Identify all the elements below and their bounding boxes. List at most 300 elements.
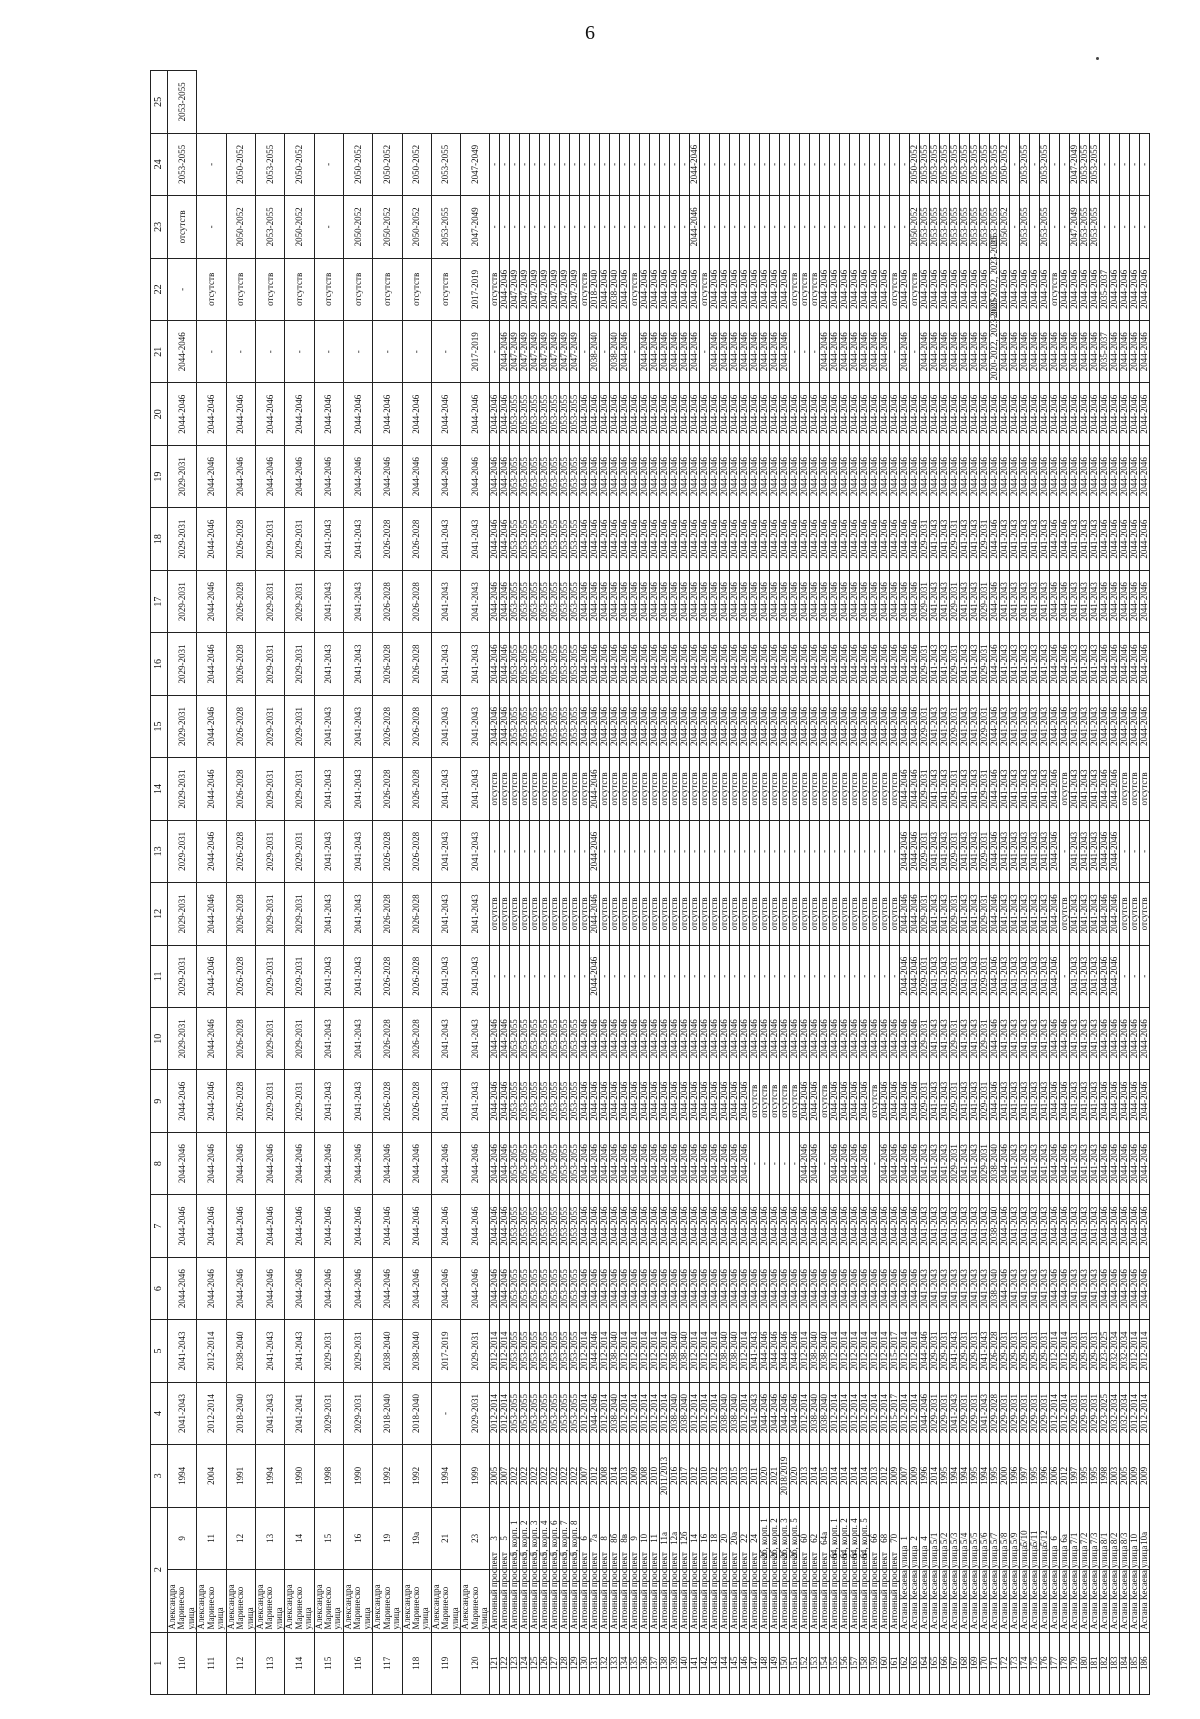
table-cell: 2044-2046 [880,258,890,320]
table-cell: 2044-2046 [343,1132,372,1194]
table-row [255,71,284,1695]
table-cell: 2044-2046 [890,1257,900,1319]
table-cell: 2053-2055 [1080,133,1090,195]
table-cell: 2053-2055 [530,508,540,570]
table-cell: 2053-2055 [550,633,560,695]
table-cell: 2044-2046 [700,570,710,632]
house-number-cell: 7/1 [1070,1507,1080,1569]
table-cell: 2038-2040 [610,258,620,320]
table-cell: 2041-2043 [1040,883,1050,945]
table-cell: 2053-2055 [560,1132,570,1194]
row-number-cell: 144 [720,1632,730,1694]
table-cell: 2053-2055 [980,196,990,258]
table-cell: 2044-2046 [840,445,850,507]
table-cell: 2041-2043 [314,695,343,757]
column-number-10: 10 [151,1008,168,1070]
table-cell: 2044-2046 [255,1195,284,1257]
table-cell: 2044-2046 [790,1008,800,1070]
table-cell: 2014 [860,1445,870,1507]
table-cell: 2053-2055 [510,695,520,757]
column-number-3: 3 [151,1445,168,1507]
table-row [461,71,490,1695]
table-cell: 2044-2046 [610,1132,620,1194]
table-cell: 2041-2043 [255,1320,284,1382]
table-cell: отсутств [168,196,197,258]
table-cell: 2044-2046 [660,570,670,632]
table-cell: 2041-2043 [940,570,950,632]
table-cell: отсутств [1050,258,1060,320]
column-number-16: 16 [151,633,168,695]
table-row [680,71,690,1695]
table-cell: 2029-2031 [1000,1382,1010,1444]
table-cell: 2029-2031 [980,1070,990,1132]
table-cell: 2029-2031 [980,820,990,882]
table-cell: отсутств [700,758,710,820]
table-cell: - [710,196,720,258]
table-cell: - [800,945,810,1007]
table-cell: 1997 [1070,1445,1080,1507]
table-cell: 2044-2046 [1050,383,1060,445]
table-cell: 2044-2046 [1110,758,1120,820]
table-cell: - [860,945,870,1007]
table-row [810,71,820,1695]
table-cell: отсутств [530,758,540,820]
table-cell: 2044-2046 [700,508,710,570]
table-cell: - [630,820,640,882]
table-cell: 2041-2043 [1030,1008,1040,1070]
table-cell: 2013 [800,1445,810,1507]
house-number-cell: 8/3 [1120,1507,1130,1569]
table-cell: 2044-2046 [590,883,600,945]
table-row [980,71,990,1695]
table-cell: 2044-2046 [900,1070,910,1132]
row-number-cell: 131 [590,1632,600,1694]
table-cell: - [800,133,810,195]
table-cell: 2044-2046 [850,695,860,757]
table-cell: 2044-2046 [1080,258,1090,320]
table-cell: 2044-2046 [1130,1132,1140,1194]
table-cell: 2044-2046 [690,133,700,195]
table-cell: 2044-2046 [740,633,750,695]
table-cell: 2044-2046 [870,321,880,383]
table-cell: 2044-2046 [920,383,930,445]
street-cell: Антонный проспект [520,1570,530,1632]
table-row [1100,71,1110,1695]
table-cell: 1995 [990,1445,1000,1507]
table-cell: 2044-2046 [810,383,820,445]
street-cell: Александра Маринеско улица [197,1570,226,1632]
row-number-cell: 162 [900,1632,910,1694]
table-cell: - [730,196,740,258]
table-cell: 2044-2046 [740,321,750,383]
table-cell: - [800,321,810,383]
table-cell: 2044-2046 [500,695,510,757]
table-cell: 2044-2046 [226,1195,255,1257]
table-cell: 2044-2046 [850,1195,860,1257]
table-cell: - [510,133,520,195]
table-cell: 2053-2055 [1080,196,1090,258]
street-cell: Астана Кесаева улица [990,1570,1000,1632]
table-cell: 2044-2046 [800,1008,810,1070]
table-cell: 2044-2046 [910,445,920,507]
table-cell: 2044-2046 [680,1195,690,1257]
table-cell: - [860,196,870,258]
table-cell: - [800,196,810,258]
table-cell: - [520,196,530,258]
table-cell: 2012-2014 [910,1382,920,1444]
table-cell: 2041-2043 [1020,1195,1030,1257]
row-number-cell: 148 [760,1632,770,1694]
table-cell: - [500,945,510,1007]
table-cell: 2044-2046 [780,383,790,445]
table-cell: - [520,945,530,1007]
table-cell: 2041-2043 [314,508,343,570]
table-cell: 2044-2046 [1050,1070,1060,1132]
table-cell: 2041-2043 [1010,820,1020,882]
table-cell: 2044-2046 [830,321,840,383]
table-cell: - [890,820,900,882]
table-cell: 2041-2043 [1090,1070,1100,1132]
table-cell: 2044-2046 [810,508,820,570]
table-cell: отсутств [770,1070,780,1132]
table-cell: 2044-2046 [670,445,680,507]
table-cell: 2044-2046 [600,1070,610,1132]
table-cell: 2012-2014 [900,1382,910,1444]
table-cell: 2044-2046 [770,508,780,570]
house-number-cell: 10 [1130,1507,1140,1569]
table-cell: 2022 [530,1445,540,1507]
table-cell: отсутств [1120,758,1130,820]
table-cell: 2044-2046 [1060,1257,1070,1319]
table-cell: 2044-2046 [620,1257,630,1319]
table-cell: отсутств [700,883,710,945]
house-number-cell: 5/11 [1030,1507,1040,1569]
table-cell: 2006 [1050,1445,1060,1507]
table-cell: отсутств [850,883,860,945]
table-cell: 2038-2040 [820,1320,830,1382]
table-cell: 2015-2017 [890,1320,900,1382]
table-cell: 2041-2043 [1020,945,1030,1007]
table-cell: 2044-2046 [1100,383,1110,445]
table-cell: 2044-2046 [990,945,1000,1007]
table-cell: 2053-2055 [520,570,530,632]
table-cell: 2032-2034 [1110,1320,1120,1382]
row-number-cell: 142 [700,1632,710,1694]
row-number-cell: 169 [970,1632,980,1694]
table-cell: 2044-2046 [790,1195,800,1257]
table-cell: - [900,133,910,195]
table-cell: отсутств [840,883,850,945]
table-cell: 2041-2043 [940,1195,950,1257]
table-cell: 2044-2046 [920,445,930,507]
table-cell: 2041-2043 [168,1320,197,1382]
table-cell: 2044-2046 [990,570,1000,632]
table-cell: 2053-2055 [168,71,197,134]
table-cell: 2044-2046 [680,1257,690,1319]
table-cell: 2041-2043 [461,883,490,945]
table-cell: 2053-2055 [570,695,580,757]
table-cell: - [500,820,510,882]
table-cell: 2041-2043 [970,633,980,695]
scan-speck [1096,57,1099,60]
table-cell: - [850,945,860,1007]
house-number-cell: 5/7 [990,1507,1000,1569]
table-cell: 2029-2031 [940,1382,950,1444]
table-row [590,71,600,1695]
table-cell: 2004 [197,1445,226,1507]
table-cell: 2053-2055 [1090,196,1100,258]
table-cell: 2044-2046 [760,321,770,383]
table-cell: отсутств [550,758,560,820]
row-number-cell: 181 [1090,1632,1100,1694]
table-cell: - [402,321,431,383]
table-cell: отсутств [314,258,343,320]
table-cell: 2044-2046 [880,1132,890,1194]
table-cell: 2012 [590,1445,600,1507]
table-cell: - [620,196,630,258]
table-cell: 2041-2043 [1000,508,1010,570]
table-cell: - [650,945,660,1007]
table-row [940,71,950,1695]
table-row [640,71,650,1695]
table-cell: 2029-2031 [980,1132,990,1194]
row-number-cell: 140 [680,1632,690,1694]
table-cell: 2044-2046 [600,258,610,320]
table-cell: 2044-2046 [600,1132,610,1194]
table-cell: 2044-2046 [431,1132,460,1194]
table-cell: 2053-2055 [550,1070,560,1132]
table-cell: 2053-2055 [530,1257,540,1319]
street-cell: Антонный проспект [580,1570,590,1632]
table-cell: 2041-2043 [431,633,460,695]
table-cell: - [620,133,630,195]
table-cell: 2044-2046 [690,1008,700,1070]
table-cell: - [740,945,750,1007]
table-cell: 2047-2049 [570,321,580,383]
table-cell: 2044-2046 [820,445,830,507]
table-cell: 2041-2043 [314,820,343,882]
table-cell: 2047-2049 [560,321,570,383]
table-cell: 2029-2031 [950,570,960,632]
table-cell: 2044-2046 [1080,445,1090,507]
table-cell: - [431,321,460,383]
table-cell: 2044-2046 [1110,1008,1120,1070]
table-cell: 2044-2046 [197,883,226,945]
table-cell: 2053-2055 [540,1132,550,1194]
house-number-cell: 5/6 [980,1507,990,1569]
table-cell: 2041-2043 [314,1070,343,1132]
table-cell: 2053-2055 [530,383,540,445]
row-number-cell: 116 [343,1632,372,1694]
table-cell: - [1120,945,1130,1007]
table-cell: 2012-2014 [500,1382,510,1444]
table-cell: - [810,321,820,383]
table-cell: 2044-2046 [1050,508,1060,570]
table-cell: 2044-2046 [590,758,600,820]
table-cell: 2029-2031 [920,695,930,757]
table-cell: 2041-2043 [1070,1008,1080,1070]
table-cell: 2053-2055 [570,1320,580,1382]
table-cell: 2012-2014 [640,1320,650,1382]
table-cell: отсутств [670,883,680,945]
table-cell: - [760,1132,770,1194]
column-number-23: 23 [151,196,168,258]
table-cell: - [600,820,610,882]
table-cell: 2029-2031 [980,945,990,1007]
table-cell: 2044-2046 [990,1070,1000,1132]
table-cell: 2041-2043 [1090,695,1100,757]
row-number-cell: 168 [960,1632,970,1694]
table-cell: - [1100,196,1110,258]
table-cell: 2041-2043 [1070,695,1080,757]
table-cell: 2044-2046 [590,1257,600,1319]
table-cell: 2044-2046 [780,445,790,507]
table-cell: 2012-2014 [1130,1382,1140,1444]
row-number-cell: 129 [570,1632,580,1694]
row-number-cell: 123 [510,1632,520,1694]
table-cell: 2044-2046 [780,321,790,383]
house-number-cell: 5/1 [930,1507,940,1569]
table-cell: 2053-2055 [560,1195,570,1257]
table-cell: 2044-2046 [620,1132,630,1194]
table-cell: 2044-2046 [780,570,790,632]
row-number-cell: 153 [810,1632,820,1694]
table-cell: 2050-2052 [226,133,255,195]
table-cell: 2044-2046 [490,383,500,445]
table-cell: 2044-2046 [910,1008,920,1070]
table-cell: 2044-2046 [197,570,226,632]
table-cell: 2053-2055 [510,1070,520,1132]
table-cell: 2050-2052 [285,196,314,258]
house-number-cell: 5, корп. 1 [510,1507,520,1569]
table-cell: 2029-2031 [930,1320,940,1382]
table-cell: 2012-2014 [870,1320,880,1382]
table-cell: 2044-2046 [840,1008,850,1070]
table-cell: 2044-2046 [850,1257,860,1319]
table-cell: - [610,196,620,258]
table-cell: 2044-2046 [168,1257,197,1319]
table-cell: - [700,945,710,1007]
table-cell: 2044-2046 [710,508,720,570]
row-number-cell: 125 [530,1632,540,1694]
table-cell: 2041-2043 [431,695,460,757]
street-cell: Астана Кесаева улица [1060,1570,1070,1632]
table-cell: 2044-2046 [1050,445,1060,507]
table-cell: 2041-2043 [314,633,343,695]
table-cell: 2041-2043 [1000,820,1010,882]
table-cell: 2053-2055 [550,1257,560,1319]
table-cell: 2044-2046 [830,1132,840,1194]
table-cell: 2053-2055 [950,133,960,195]
table-cell: отсутств [820,883,830,945]
table-cell: 2026-2028 [402,883,431,945]
street-cell: Антонный проспект [670,1570,680,1632]
table-row [431,71,460,1695]
table-cell: 2012-2014 [650,1382,660,1444]
table-cell: 2029-2031 [168,570,197,632]
row-number-cell: 152 [800,1632,810,1694]
table-row [1040,71,1050,1695]
column-number-2: 2 [151,1507,168,1632]
table-cell: 2053-2055 [940,133,950,195]
table-cell: - [780,945,790,1007]
table-cell: 2044-2046 [960,258,970,320]
table-cell: 2044-2046 [660,445,670,507]
table-cell: - [870,820,880,882]
table-cell: 2044-2046 [970,445,980,507]
table-cell: 2041-2043 [1020,758,1030,820]
street-cell: Александра Маринеско улица [373,1570,402,1632]
column-number-22: 22 [151,258,168,320]
table-cell: 2044-2046 [910,695,920,757]
row-number-cell: 115 [314,1632,343,1694]
column-number-12: 12 [151,883,168,945]
table-cell: - [830,945,840,1007]
table-cell: 2044-2046 [750,1257,760,1319]
table-cell: 2044-2046 [800,695,810,757]
house-number-cell: 16 [700,1507,710,1569]
table-cell: 2026-2028 [226,758,255,820]
table-cell: 2044-2046 [590,445,600,507]
table-cell: 2053-2055 [550,1320,560,1382]
table-cell: 2009 [630,1445,640,1507]
table-cell: отсутств [890,758,900,820]
row-number-cell: 141 [690,1632,700,1694]
table-cell: 2044-2046 [1100,820,1110,882]
table-row [1030,71,1040,1695]
table-cell: 2041-2043 [1000,570,1010,632]
table-cell: 2044-2046 [1060,695,1070,757]
table-cell: отсутств [790,258,800,320]
street-cell: Александра Маринеско улица [168,1570,197,1632]
table-cell: 2038-2040 [610,321,620,383]
table-cell: - [560,133,570,195]
street-cell: Александра Маринеско улица [431,1570,460,1632]
house-number-cell: 5/12 [1040,1507,1050,1569]
table-cell: 2053-2055 [570,1008,580,1070]
table-cell: - [1130,820,1140,882]
table-cell: 2044-2046 [431,1195,460,1257]
table-cell: - [660,133,670,195]
table-cell: 2044-2046 [650,1070,660,1132]
table-cell: 2044-2046 [1090,321,1100,383]
table-cell: отсутств [710,758,720,820]
table-cell: 2047-2049 [461,196,490,258]
table-cell: - [810,196,820,258]
table-cell: 2044-2046 [730,1070,740,1132]
table-cell: - [1110,196,1120,258]
table-cell: 2044-2046 [600,1195,610,1257]
house-number-cell: 10а [1140,1507,1150,1569]
table-cell: - [660,945,670,1007]
table-cell: 2044-2046 [830,1257,840,1319]
table-cell: 2044-2046 [900,445,910,507]
table-cell: 2044-2046 [880,445,890,507]
table-cell: 2053-2055 [530,695,540,757]
table-cell: - [900,196,910,258]
table-cell: 2026-2028 [402,945,431,1007]
table-cell: 2041-2043 [940,1257,950,1319]
table-cell: 2044-2046 [770,445,780,507]
table-cell: 2053-2055 [530,1382,540,1444]
table-cell: 2053-2055 [1090,133,1100,195]
table-cell: 2041-2043 [1010,945,1020,1007]
row-number-cell: 130 [580,1632,590,1694]
table-cell: 2029-2031 [950,508,960,570]
table-cell: - [720,133,730,195]
street-cell: Антонный проспект [710,1570,720,1632]
table-cell: 2026-2028 [373,508,402,570]
